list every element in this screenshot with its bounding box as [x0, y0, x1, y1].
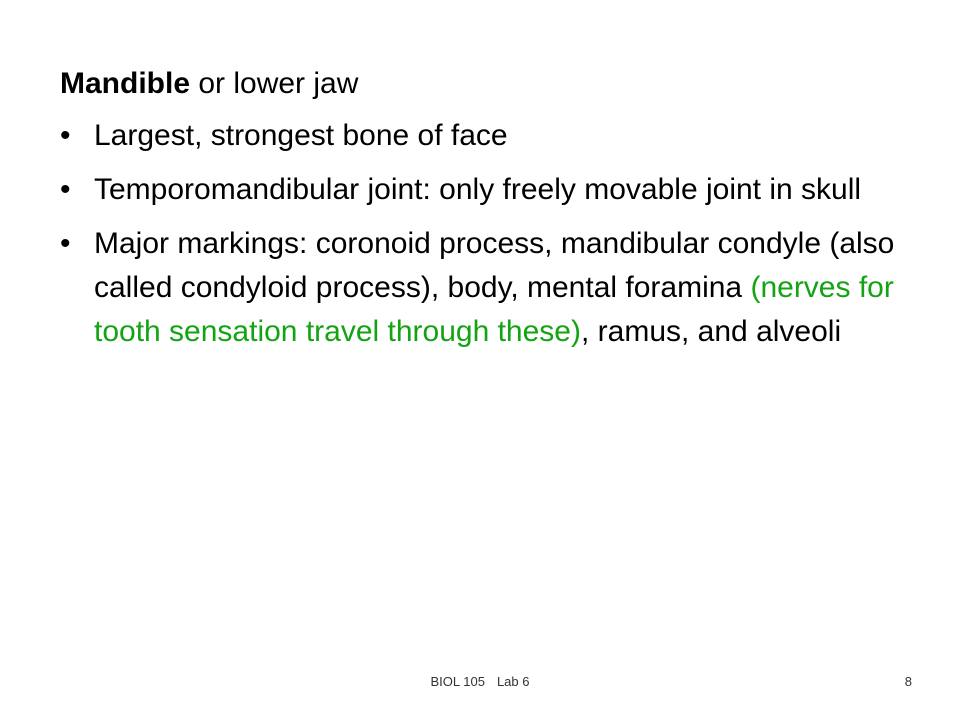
bullet-item — [60, 168, 910, 212]
bullet-text: , ramus, and alveoli — [580, 315, 842, 348]
bullet-text: Largest, strongest bone of face — [94, 119, 508, 152]
heading-term: Mandible — [60, 67, 191, 100]
heading-rest: or lower jaw — [190, 67, 359, 100]
slide-content — [60, 62, 910, 364]
bullet-text: Temporomandibular joint: only freely movable joint in skull — [94, 173, 862, 206]
footer-course: BIOL 105 — [430, 674, 485, 689]
bullet-list — [60, 114, 910, 354]
slide-footer — [0, 674, 960, 689]
bullet-item — [60, 222, 910, 354]
bullet-text: Major markings: coronoid process, mandibular condyle (also called condyloid process), body, mental foramina — [94, 227, 895, 304]
bullet-icon: • — [60, 227, 71, 260]
bullet-item — [60, 114, 910, 158]
bullet-text-highlight: (nerves for tooth sensation travel through these) — [94, 271, 894, 348]
footer-lab: Lab 6 — [496, 674, 530, 689]
slide-page-number: 8 — [904, 674, 912, 689]
slide-heading — [60, 62, 910, 106]
bullet-icon: • — [60, 119, 71, 152]
bullet-icon: • — [60, 173, 71, 206]
